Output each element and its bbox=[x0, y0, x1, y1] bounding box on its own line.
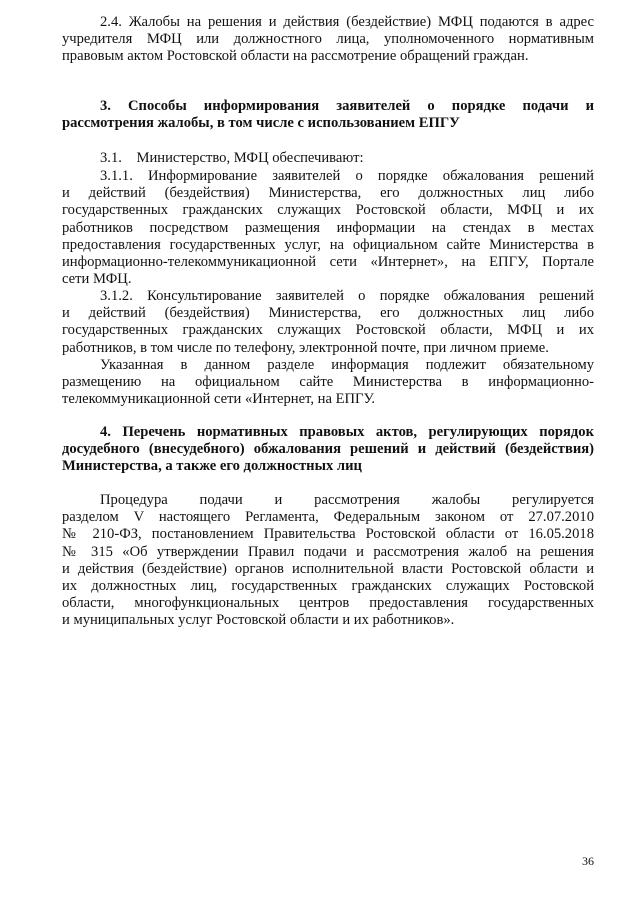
text-line: и действий (бездействия) Министерства, его должностных лиц либо bbox=[62, 185, 594, 202]
text-line: разделом V настоящего Регламента, Федеральным законом от 27.07.2010 bbox=[62, 509, 594, 526]
heading-line: 3. Способы информирования заявителей о порядке подачи и bbox=[100, 98, 594, 114]
heading-line: рассмотрения жалобы, в том числе с использованием ЕПГУ bbox=[62, 115, 460, 132]
text-line: их должностных лиц, государственных гражданских служащих Ростовской bbox=[62, 578, 594, 595]
text-line: правовым актом Ростовской области на рассмотрение обращений граждан. bbox=[62, 48, 529, 65]
paragraph-2-4 bbox=[62, 14, 594, 66]
text-line: и муниципальных услуг Ростовской области и их работников». bbox=[62, 612, 455, 629]
page-number: 36 bbox=[582, 854, 594, 868]
section-4-heading bbox=[62, 424, 594, 476]
paragraph-procedure bbox=[62, 492, 594, 630]
text-line: размещению на официальном сайте Министерства в информационно- bbox=[62, 374, 594, 391]
text-line: 3.1.1. Информирование заявителей о порядке обжалования решений bbox=[100, 168, 594, 184]
text-line: 3.1.2. Консультирование заявителей о порядке обжалования решений bbox=[100, 288, 594, 304]
text-line: государственных гражданских служащих Ростовской области, МФЦ и их bbox=[62, 322, 594, 339]
text-line: 2.4. Жалобы на решения и действия (бездействие) МФЦ подаются в адрес bbox=[100, 14, 594, 30]
text-line: области, многофункциональных центров предоставления государственных bbox=[62, 595, 594, 612]
text-line: государственных гражданских служащих Ростовской области, МФЦ и их bbox=[62, 202, 594, 219]
text-line: и действия (бездействие) органов исполнительной власти Ростовской области и bbox=[62, 560, 594, 577]
text-line: работников посредством размещения информации на стендах в местах bbox=[62, 219, 594, 236]
text-line: работников, в том числе по телефону, электронной почте, при личном приеме. bbox=[62, 339, 549, 356]
text-line: учредителя МФЦ или должностного лица, уполномоченного нормативным bbox=[62, 31, 594, 48]
text-line: Процедура подачи и рассмотрения жалобы регулируется bbox=[100, 492, 594, 508]
text-line: и действий (бездействия) Министерства, его должностных лиц либо bbox=[62, 305, 594, 322]
text-line: предоставления государственных услуг, на официальном сайте Министерства в bbox=[62, 236, 594, 253]
text-line: телекоммуникационной сети «Интернет, на ЕПГУ. bbox=[62, 391, 376, 408]
heading-line: Министерства, а также его должностных лиц bbox=[62, 458, 362, 475]
text-line: 3.1. Министерство, МФЦ обеспечивают: bbox=[100, 150, 364, 166]
heading-line: 4. Перечень нормативных правовых актов, регулирующих порядок bbox=[100, 424, 594, 440]
text-line: Указанная в данном разделе информация подлежит обязательному bbox=[100, 357, 594, 373]
paragraph-3-1-2 bbox=[62, 288, 594, 357]
text-line: № 315 «Об утверждении Правил подачи и рассмотрения жалоб на решения bbox=[62, 543, 594, 560]
text-line: № 210-ФЗ, постановлением Правительства Ростовской области от 16.05.2018 bbox=[62, 526, 594, 543]
text-line: информационно-телекоммуникационной сети «Интернет», на ЕПГУ, Портале bbox=[62, 254, 594, 271]
paragraph-3-1-1 bbox=[62, 168, 594, 288]
section-3-heading bbox=[62, 98, 594, 132]
paragraph-info-placement bbox=[62, 357, 594, 409]
text-line: сети МФЦ. bbox=[62, 271, 132, 288]
paragraph-3-1 bbox=[62, 150, 594, 167]
heading-line: досудебного (внесудебного) обжалования решений и действий (бездействия) bbox=[62, 441, 594, 458]
